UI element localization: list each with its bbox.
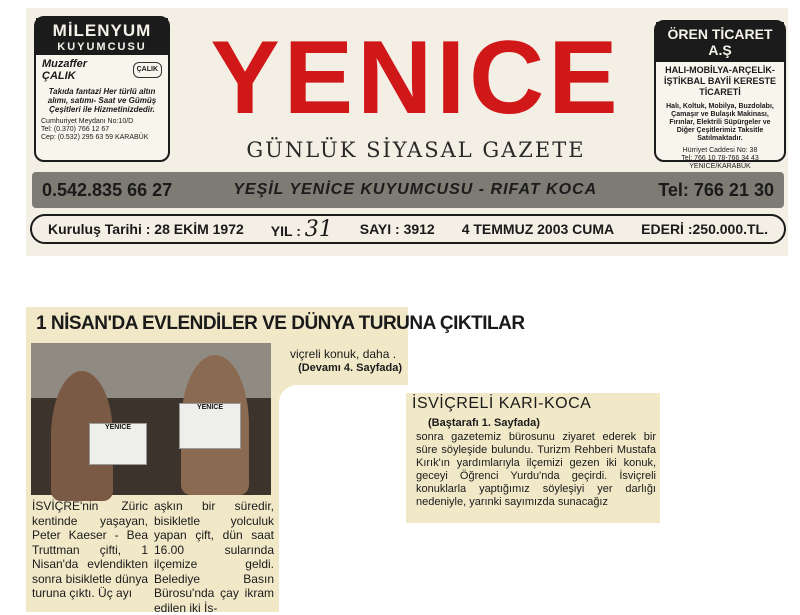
continued-note: (Devamı 4. Sayfada) — [298, 362, 402, 374]
founded-date: Kuruluş Tarihi : 28 EKİM 1972 — [48, 221, 244, 237]
issue-date: 4 TEMMUZ 2003 CUMA — [461, 221, 615, 237]
milenyum-street: Cumhuriyet Meydanı No:10/D — [41, 118, 134, 125]
photo-newspaper-right: YENICE — [179, 403, 241, 449]
oren-name: ÖREN TİCARET A.Ş — [656, 22, 784, 62]
article-clipping-continued — [406, 393, 660, 523]
continued-from-note: (Baştarafı 1. Sayfada) — [428, 417, 540, 429]
milenyum-type: KUYUMCUSU — [36, 41, 168, 55]
milenyum-slogan: Takıda fantazi Her türlü altın alımı, satımı- Saat ve Gümüş Çeşitleri ile Hizmetinizdedir. — [47, 87, 157, 114]
article-headline: 1 NİSAN'DA EVLENDİLER VE DÜNYA TURUNA ÇIKTILAR — [36, 313, 525, 334]
oren-products: Halı, Koltuk, Mobilya, Buzdolabı, Çamaşır ve Bulaşık Makinası, Fırınlar, Elektrili Süpürgeler ve Diğer Çeşitlerimiz Taksitle Satılmaktadır. — [666, 103, 774, 142]
milenyum-owner: Muzaffer ÇALIK — [42, 58, 88, 82]
milenyum-address — [36, 116, 168, 144]
article-column-3: viçreli konuk, daha . — [290, 347, 397, 361]
year-label: YIL : — [270, 222, 301, 239]
newspaper-tagline: GÜNLÜK SİYASAL GAZETE — [246, 138, 586, 162]
oren-address-block — [656, 145, 784, 173]
continued-body: sonra gazetemiz bürosunu ziyaret ederek bir süre söyleşide bulundu. Turizm Rehberi Mustafa Kırık'ın yardımlarıyla ilçemizi gezen iki konuk, geceyi Öğrenci Yurdu'nda geçirdi. İsviçreli konuklarla yaptığımız söyleşiyi yer darlığı nedeniyle, yarınki sayımızda sunacağız — [416, 431, 656, 508]
oren-ad — [654, 20, 786, 170]
masthead — [26, 8, 788, 256]
newspaper-logo: YENICE — [210, 20, 622, 136]
strip-phone-right: Tel: 766 21 30 — [658, 179, 774, 200]
article-column-1: İSVİÇRE'nin Züric kentinde yaşayan, Peter Kaeser - Bea Truttman çifti, 1 Nisan'da evlendikten sonra bisikletle dünya turuna çıktı. Üç ayı — [32, 499, 148, 600]
oren-city: YENİCE/KARABÜK — [689, 163, 751, 170]
milenyum-name: MİLENYUM — [36, 18, 168, 41]
couple-photo — [31, 343, 271, 495]
photo-newspaper-left: YENICE — [89, 423, 147, 465]
strip-phone-left: 0.542.835 66 27 — [42, 179, 173, 200]
oren-tel: Tel: 766 10 78-766 34 43 — [681, 155, 759, 162]
issue-number: SAYI : 3912 — [359, 221, 435, 237]
issue-price: EDERİ :250.000.TL. — [641, 221, 768, 237]
jeweler-strip — [32, 172, 784, 208]
issue-info-bar — [30, 214, 786, 244]
oren-address: Hürriyet Caddesi No: 38 — [682, 147, 758, 154]
milenyum-owner-row — [36, 55, 168, 85]
continued-title: İSVİÇRELİ KARI-KOCA — [412, 395, 592, 412]
oren-slogan: HALI-MOBİLYA-ARÇELİK-İŞTİKBAL BAYİİ KERESTE TİCARETİ — [663, 65, 777, 97]
article-column-2: aşkın bir süredir, bisikletle yolculuk yapan çift, dün saat 16.00 sularında ilçemize geldi. Belediye Basın Bürosu'nda çay ikram edilen iki İs- — [154, 499, 274, 615]
year-value: 31 — [304, 216, 333, 242]
strip-slogan: YEŞİL YENİCE KUYUMCUSU - RIFAT KOCA — [233, 181, 598, 198]
blank-area — [279, 385, 408, 612]
milenyum-tel: Tel: (0.370) 766 12 67 — [41, 126, 110, 133]
year-block — [271, 217, 333, 242]
milenyum-ad — [34, 16, 170, 162]
milenyum-cep: Cep: (0.532) 295 63 59 KARABÜK — [41, 134, 149, 141]
calik-logo: ÇALIK — [133, 62, 162, 78]
